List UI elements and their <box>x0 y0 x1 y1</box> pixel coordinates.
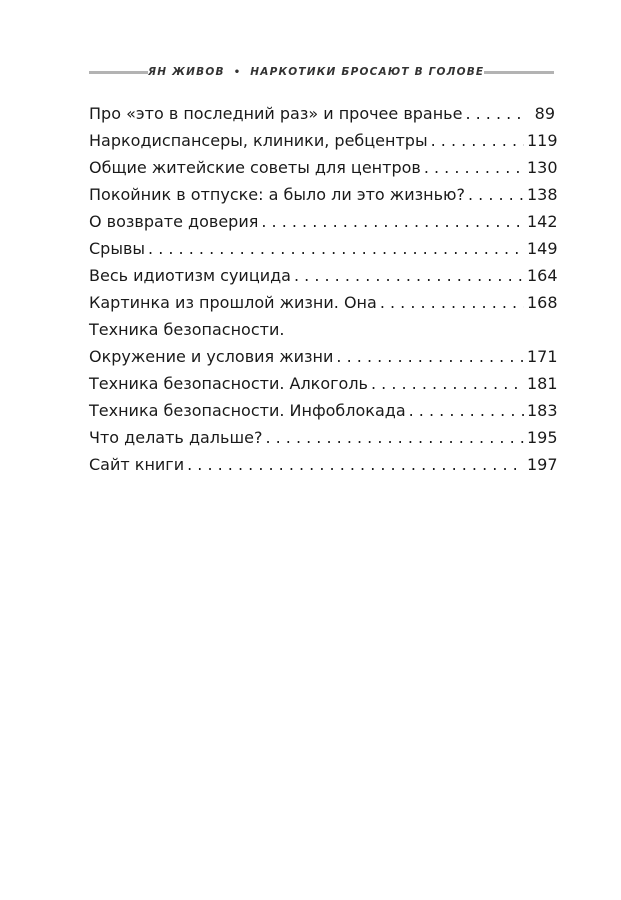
running-head-separator: • <box>233 66 242 78</box>
toc-entry-page: 197 <box>527 455 558 474</box>
toc-entry-page: 119 <box>527 131 558 150</box>
toc-entry-page: 183 <box>527 401 558 420</box>
toc-entry-title: Про «это в последний раз» и прочее вранье <box>89 104 463 123</box>
toc-entry-title: Техника безопасности. Инфоблокада <box>89 401 406 420</box>
toc-entry-title: Срывы <box>89 239 146 258</box>
toc-dot-leader <box>424 154 524 181</box>
toc-entry <box>89 424 558 451</box>
toc-entry <box>89 262 558 289</box>
toc-entry <box>89 100 555 127</box>
toc-entry-page: 138 <box>527 185 558 204</box>
toc-entry-page: 164 <box>527 266 558 285</box>
toc-entry-title: Весь идиотизм суицида <box>89 266 291 285</box>
running-head-text <box>148 66 484 78</box>
toc-dot-leader <box>261 208 524 235</box>
running-head-rule-left <box>89 71 148 74</box>
toc-entry <box>89 316 558 370</box>
toc-entry-title: О возврате доверия <box>89 212 259 231</box>
toc-entry <box>89 370 558 397</box>
toc-entry-title: Сайт книги <box>89 455 185 474</box>
toc-entry-title: Покойник в отпуске: а было ли это жизнью? <box>89 185 465 204</box>
toc-entry-page: 130 <box>527 158 558 177</box>
toc-entry <box>89 181 558 208</box>
toc-dot-leader <box>294 262 524 289</box>
running-head-rule-right <box>484 71 554 74</box>
toc-entry-title-line2-row <box>89 343 558 370</box>
toc-dot-leader <box>265 424 524 451</box>
toc-entry <box>89 208 558 235</box>
toc-entry-title: Техника безопасности. Алкоголь <box>89 374 368 393</box>
toc-dot-leader <box>148 235 524 262</box>
toc-entry-page: 181 <box>527 374 558 393</box>
table-of-contents <box>89 100 558 478</box>
toc-entry-title-line1: Техника безопасности. <box>89 320 285 339</box>
running-head <box>89 63 554 81</box>
toc-entry <box>89 451 558 478</box>
toc-dot-leader <box>187 451 524 478</box>
running-head-book-title: НАРКОТИКИ БРОСАЮТ В ГОЛОВЕ <box>250 66 485 78</box>
toc-entry-page: 89 <box>534 104 555 123</box>
toc-entry-page: 149 <box>527 239 558 258</box>
toc-entry-page: 142 <box>527 212 558 231</box>
toc-dot-leader <box>380 289 524 316</box>
toc-dot-leader <box>336 343 524 370</box>
toc-dot-leader <box>468 181 524 208</box>
toc-entry-page: 168 <box>527 293 558 312</box>
toc-entry-title-line2: Окружение и условия жизни <box>89 347 334 366</box>
toc-dot-leader <box>371 370 524 397</box>
toc-entry <box>89 397 558 424</box>
toc-entry-title: Общие житейские советы для центров <box>89 158 421 177</box>
toc-entry-title: Что делать дальше? <box>89 428 263 447</box>
toc-dot-leader <box>409 397 524 424</box>
toc-dot-leader <box>431 127 524 154</box>
running-head-author: ЯН ЖИВОВ <box>147 66 225 78</box>
toc-entry <box>89 154 558 181</box>
toc-entry-page: 171 <box>527 347 558 366</box>
toc-entry-title: Наркодиспансеры, клиники, ребцентры <box>89 131 428 150</box>
toc-entry <box>89 127 558 154</box>
toc-entry-title: Картинка из прошлой жизни. Она <box>89 293 377 312</box>
toc-dot-leader <box>465 100 524 127</box>
toc-entry <box>89 289 558 316</box>
toc-entry-page: 195 <box>527 428 558 447</box>
toc-entry <box>89 235 558 262</box>
